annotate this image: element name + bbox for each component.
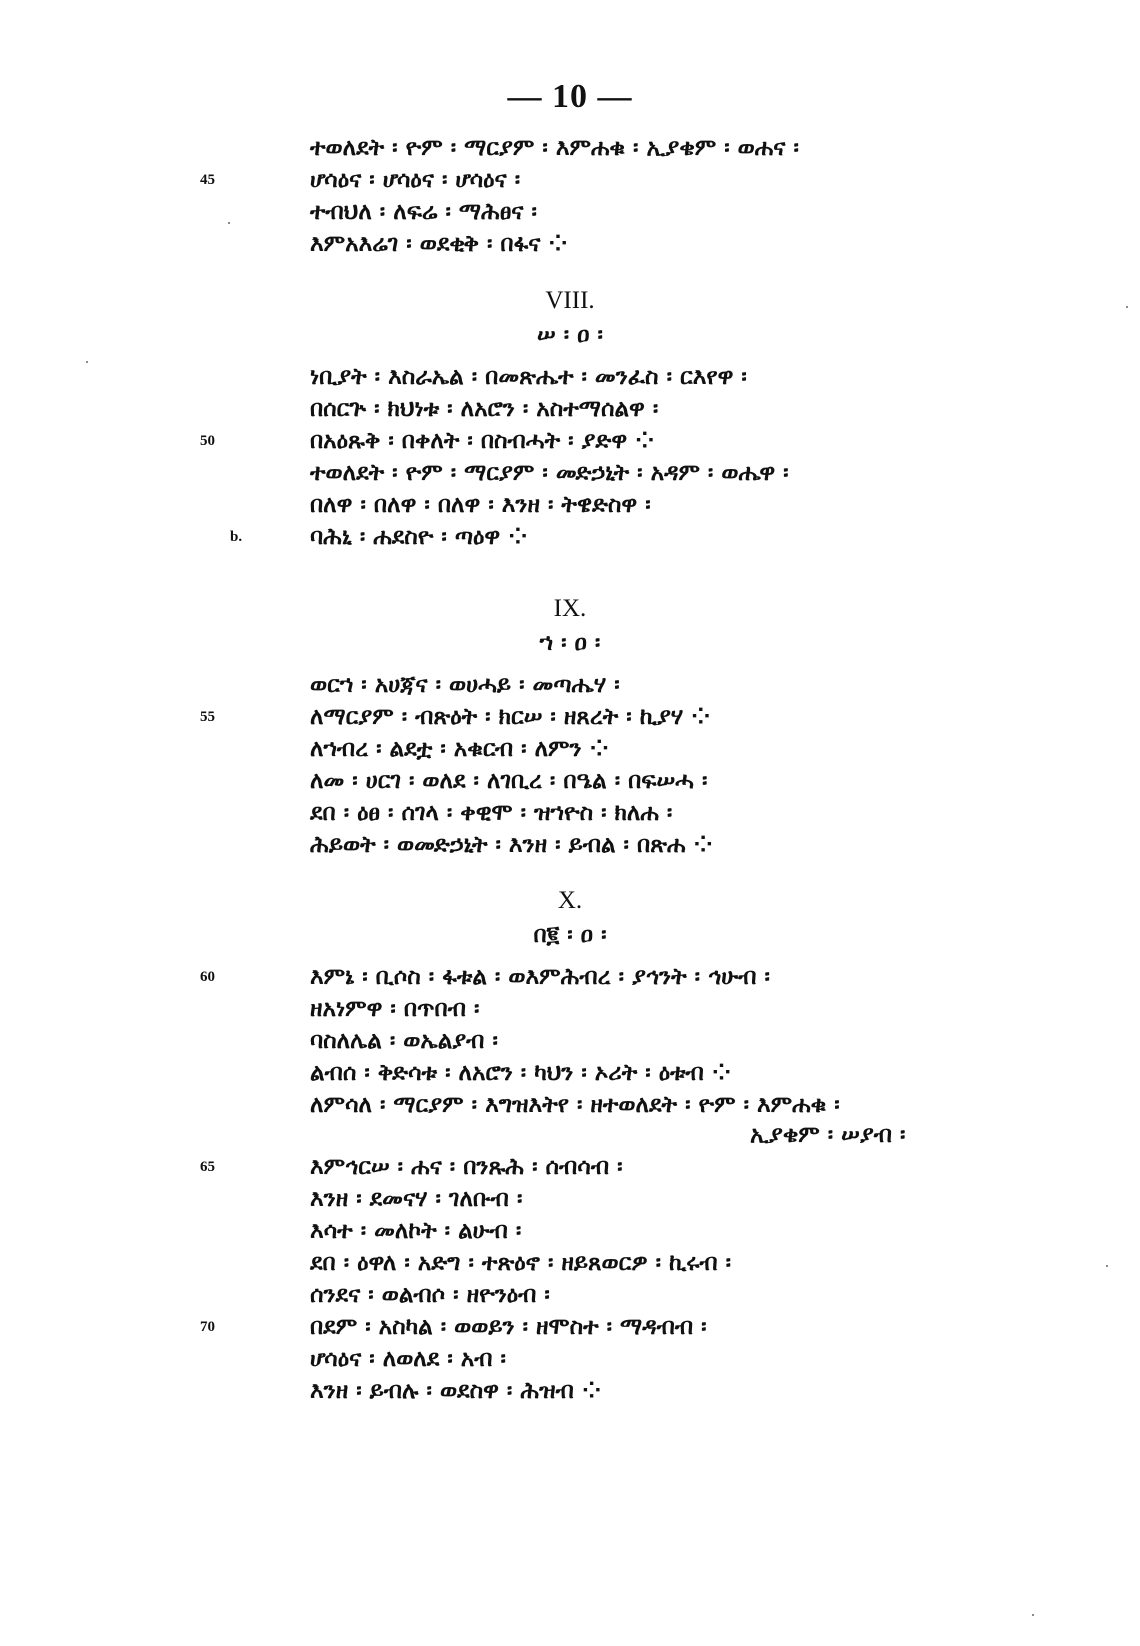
verse-line: እንዘ ፡ ደመናሃ ፡ ገለቡብ ፡ — [310, 1186, 523, 1212]
verse-line: ደበ ፡ ዕዋለ ፡ አድግ ፡ ተጽዕኖ ፡ ዘይጸወርዎ ፡ ኪሩብ ፡ — [310, 1250, 732, 1276]
verse-line: ተወለደት ፡ ዮም ፡ ማርያም ፡ እምሐቁ ፡ ኢያቄም ፡ ወሐና ፡ — [310, 135, 799, 161]
verse-line: ሆሳዕና ፡ ሆሳዕና ፡ ሆሳዕና ፡ — [310, 167, 521, 193]
verse-line: እምኔ ፡ ቢሶስ ፡ ፋቱል ፡ ወእምሕብረ ፡ ያኅንት ፡ ኅሁብ ፡ — [310, 964, 770, 990]
verse-line: ልብሰ ፡ ቅድሳቱ ፡ ለአሮን ፡ ካህን ፡ ኦሪት ፡ ዕቱብ ⁘ — [310, 1060, 732, 1086]
page-number: — 10 — — [507, 78, 633, 115]
verse-line: በሰርጕ ፡ ክህነቱ ፡ ለአሮን ፡ አስተማሰልዋ ፡ — [310, 396, 659, 422]
section-title: X. — [557, 887, 583, 914]
verse-line: ባሕኒ ፡ ሐደስዮ ፡ ጣዕዋ ⁘ — [310, 524, 528, 550]
verse-line: ደበ ፡ ዕፀ ፡ ሰገላ ፡ ቀዊሞ ፡ ዝኀዮስ ፡ ክለሐ ፡ — [310, 800, 673, 826]
verse-line: ወርኀ ፡ አሀጃና ፡ ወሀሓይ ፡ መጣሔሃ ፡ — [310, 672, 620, 698]
verse-line: በደም ፡ አስካል ፡ ወወይን ፡ ዘሞስተ ፡ ማዳብብ ፡ — [310, 1314, 707, 1340]
line-number: 70 — [200, 1319, 215, 1335]
line-number: 55 — [200, 709, 215, 725]
section-subtitle: ሠ ፡ ዐ ፡ — [537, 322, 603, 348]
verse-line: ዘአነምዋ ፡ በጥበብ ፡ — [310, 996, 480, 1022]
verse-line: እምኅርሠ ፡ ሐና ፡ በንጹሕ ፡ ሰብሳብ ፡ — [310, 1154, 623, 1180]
verse-line: ነቢያት ፡ እስራኤል ፡ በመጽሔተ ፡ መንፈስ ፡ ርእየዋ ፡ — [310, 364, 747, 390]
scan-speck — [86, 361, 88, 363]
verse-line: እንዘ ፡ ይብሉ ፡ ወደስዋ ፡ ሕዝብ ⁘ — [310, 1378, 602, 1404]
scan-speck — [228, 222, 230, 224]
verse-line: በአዕጹቅ ፡ በቀለት ፡ በስብሓት ፡ ያድዋ ⁘ — [310, 428, 655, 454]
verse-line: ለምሳለ ፡ ማርያም ፡ እግዝእትየ ፡ ዘተወለደት ፡ ዮም ፡ እምሐቁ ፡ — [310, 1092, 840, 1118]
scan-speck — [1126, 306, 1128, 308]
verse-line: ሰንደና ፡ ወልብሶ ፡ ዘዮንዕብ ፡ — [310, 1282, 550, 1308]
section-subtitle: በ፪ ፡ ዐ ፡ — [533, 922, 607, 948]
verse-line: እምአእሬገ ፡ ወደቂቅ ፡ በፋና ⁘ — [310, 231, 568, 257]
line-number: 60 — [200, 969, 215, 985]
line-number: 50 — [200, 433, 215, 449]
scan-speck — [1032, 1614, 1034, 1616]
verse-line: ተወለደት ፡ ዮም ፡ ማርያም ፡ መድኃኒት ፡ አዳም ፡ ወሔዋ ፡ — [310, 460, 789, 486]
verse-line: ለማርያም ፡ ብጽዕት ፡ ክርሠ ፡ ዘጸረት ፡ ኪያሃ ⁘ — [310, 704, 711, 730]
section-title: IX. — [553, 595, 587, 622]
verse-line: ለመ ፡ ሀርገ ፡ ወለደ ፡ ለገቢረ ፡ በዔል ፡ በፍሠሓ ፡ — [310, 768, 708, 794]
line-number: 45 — [200, 172, 215, 188]
verse-line: ለኀብረ ፡ ልደቷ ፡ አቁርብ ፡ ለምን ⁘ — [310, 736, 609, 762]
verse-line: ሕይወት ፡ ወመድኃኒት ፡ እንዘ ፡ ይብል ፡ በጽሐ ⁘ — [310, 832, 713, 858]
verse-line: ተብህለ ፡ ለፍሬ ፡ ማሕፀና ፡ — [310, 199, 537, 225]
section-subtitle: ኀ ፡ ዐ ፡ — [539, 630, 601, 656]
line-number: 65 — [200, 1159, 215, 1175]
verse-line: ባስለሌል ፡ ወኤልያብ ፡ — [310, 1028, 498, 1054]
verse-line: ሆሳዕና ፡ ለወለደ ፡ አብ ፡ — [310, 1346, 506, 1372]
line-number: b. — [230, 529, 243, 545]
section-title: VIII. — [545, 287, 595, 314]
scan-speck — [1106, 1265, 1108, 1267]
verse-line: በለዋ ፡ በለዋ ፡ በለዋ ፡ እንዘ ፡ ትዌድስዋ ፡ — [310, 492, 651, 518]
verse-line-continuation: ኢያቄም ፡ ሠያብ ፡ — [750, 1122, 906, 1148]
verse-line: እሳተ ፡ መለኮት ፡ ልሁብ ፡ — [310, 1218, 522, 1244]
